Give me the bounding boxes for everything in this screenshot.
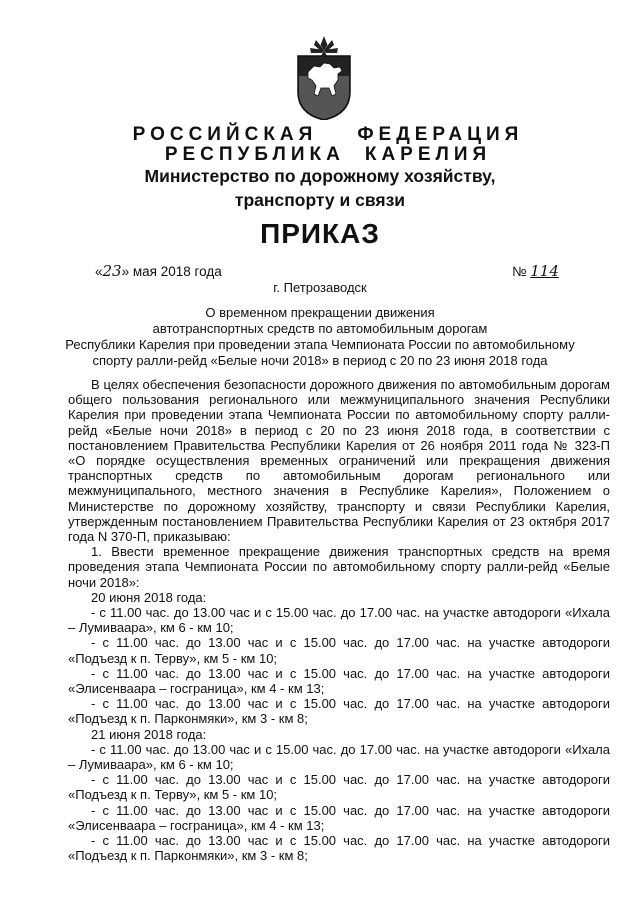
header-country-word1: РОССИЙСКАЯ bbox=[132, 124, 318, 145]
order-date bbox=[95, 262, 222, 280]
document-type-title: ПРИКАЗ bbox=[260, 218, 380, 249]
order-number bbox=[512, 262, 559, 280]
subject-line: Республики Карелия при проведении этапа Чемпионата России по автомобильному bbox=[65, 337, 575, 352]
item-1-paragraph: 1. Ввести временное прекращение движения транспортных средств на время проведения этапа Чемпионата России по автомобильному спорту ралли-рейд «Белые ночи 2018»: bbox=[68, 544, 610, 590]
header-country bbox=[8, 124, 640, 146]
road-closure-item: - с 11.00 час. до 13.00 час и с 15.00 час. до 17.00 час. на участке автодороги «Подъезд к п. Парконмяки», км 3 - км 8; bbox=[68, 696, 610, 727]
subject-line: О временном прекращении движения bbox=[205, 305, 435, 320]
karelia-coat-of-arms bbox=[294, 36, 354, 120]
date-open-quote: « bbox=[95, 264, 103, 279]
road-closure-item: - с 11.00 час. до 13.00 час и с 15.00 час. до 17.00 час. на участке автодороги «Элисенваара – госграница», км 4 - км 13; bbox=[68, 802, 610, 833]
subject-line: автотранспортных средств по автомобильным дорогам bbox=[152, 321, 488, 336]
preamble-paragraph: В целях обеспечения безопасности дорожного движения по автомобильным дорогам общего пользования регионального или межмуниципального значения Республики Карелия при проведении этапа Чемпионата России по автомобильному спорту ралли-рейд «Белые ночи 2018» в период с 20 по 23 июня 2018 года, в соответствии с постановлением Правительства Республики Карелия от 26 ноября 2011 года № 323-П «О порядке осуществления временных ограничений или прекращения движения транспортных средств по автомобильным дорогам регионального или межмуниципального, местного значения в Республике Карелия», Положением о Министерстве по дорожному хозяйству, транспорту и связи Республики Карелия, утвержденным постановлением Правительства Республики Карелия от 23 октября 2017 года N 370-П, приказываю: bbox=[68, 377, 610, 545]
order-subject bbox=[60, 305, 580, 369]
city: г. Петрозаводск bbox=[273, 280, 367, 295]
road-closure-item: - с 11.00 час. до 13.00 час и с 15.00 час. до 17.00 час. на участке автодороги «Элисенваара – госграница», км 4 - км 13; bbox=[68, 665, 610, 697]
road-closure-item: - с 11.00 час. до 13.00 час и с 15.00 час. до 17.00 час. на участке автодороги «Подъезд к п. Парконмяки», км 3 - км 8; bbox=[68, 833, 610, 864]
header-republic-word2: КАРЕЛИЯ bbox=[364, 144, 492, 165]
ministry-name-line1: Министерство по дорожному хозяйству, bbox=[144, 166, 496, 186]
day2-label: 21 июня 2018 года: bbox=[91, 726, 207, 742]
ministry-name-line2: транспорту и связи bbox=[234, 190, 406, 210]
header-republic-word1: РЕСПУБЛИКА bbox=[164, 144, 345, 165]
order-body bbox=[68, 377, 610, 864]
road-closure-item: - с 11.00 час. до 13.00 час и с 15.00 час. до 17.00 час. на участке автодороги «Подъезд к п. Терву», км 5 - км 10; bbox=[68, 635, 610, 666]
road-closure-item: - с 11.00 час. до 13.00 час и с 15.00 час. до 17.00 час. на участке автодороги «Ихала – Лумиваара», км 6 - км 10; bbox=[68, 741, 610, 773]
road-closure-item: - с 11.00 час. до 13.00 час и с 15.00 час. до 17.00 час. на участке автодороги «Ихала – Лумиваара», км 6 - км 10; bbox=[68, 605, 610, 636]
day1-label: 20 июня 2018 года: bbox=[91, 589, 207, 605]
number-value-handwritten: 114 bbox=[530, 262, 559, 280]
road-closure-item: - с 11.00 час. до 13.00 час и с 15.00 час. до 17.00 час. на участке автодороги «Подъезд к п. Терву», км 5 - км 10; bbox=[68, 772, 610, 803]
header-country-word2: ФЕДЕРАЦИЯ bbox=[357, 124, 524, 145]
subject-line: спорту ралли-рейд «Белые ночи 2018» в период с 20 по 23 июня 2018 года bbox=[92, 353, 548, 368]
number-label: № bbox=[512, 264, 527, 279]
date-rest: » мая 2018 года bbox=[121, 264, 222, 279]
header-republic bbox=[8, 144, 640, 166]
date-day-handwritten: 23 bbox=[102, 262, 122, 280]
coat-of-arms-star-icon bbox=[310, 36, 338, 58]
